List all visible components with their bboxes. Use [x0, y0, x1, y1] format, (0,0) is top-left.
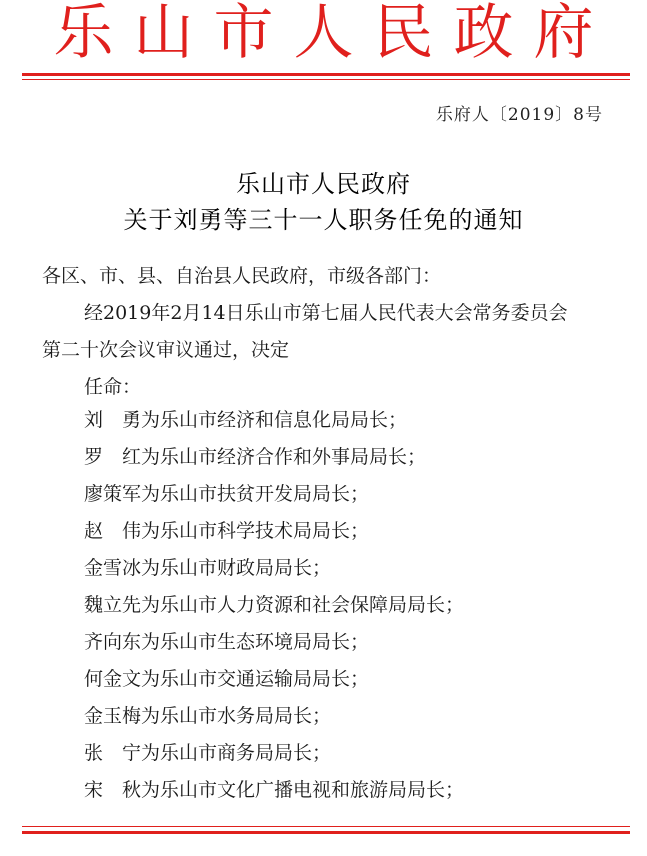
appointment-item: 赵 伟为乐山市科学技术局局长； — [84, 520, 370, 542]
header-rule-thin — [22, 79, 630, 80]
appointment-item: 何金文为乐山市交通运输局局长； — [84, 668, 370, 690]
appointment-item: 罗 红为乐山市经济合作和外事局局长； — [84, 446, 427, 468]
appointment-item: 廖策军为乐山市扶贫开发局局长； — [84, 483, 370, 505]
appointment-list — [84, 402, 464, 809]
intro-line-2: 第二十次会议审议通过，决定 — [42, 339, 290, 361]
title-line-2: 关于刘勇等三十一人职务任免的通知 — [123, 206, 524, 234]
appoint-label: 任命： — [84, 376, 142, 398]
appointment-item: 魏立先为乐山市人力资源和社会保障局局长； — [84, 594, 465, 616]
addressee: 各区、市、县、自治县人民政府，市级各部门： — [42, 265, 442, 287]
intro-line-1: 经2019年2月14日乐山市第七届人民代表大会常务委员会 — [84, 302, 568, 324]
appointment-item: 金玉梅为乐山市水务局局长； — [84, 705, 332, 727]
appointment-item: 齐向东为乐山市生态环境局局长； — [84, 631, 370, 653]
title-line-1: 乐山市人民政府 — [236, 170, 411, 198]
footer-rule-thin — [22, 826, 630, 827]
header-rule-thick — [22, 73, 630, 76]
appointment-item: 刘 勇为乐山市经济和信息化局局长； — [84, 409, 408, 431]
appointment-item: 金雪冰为乐山市财政局局长； — [84, 557, 332, 579]
footer-rule-thick — [22, 831, 630, 834]
appointment-item: 宋 秋为乐山市文化广播电视和旅游局局长； — [84, 779, 465, 801]
masthead-title: 乐山市人民政府 — [53, 0, 614, 68]
document-number: 乐府人〔2019〕8号 — [435, 105, 603, 125]
appointment-item: 张 宁为乐山市商务局局长； — [84, 742, 332, 764]
